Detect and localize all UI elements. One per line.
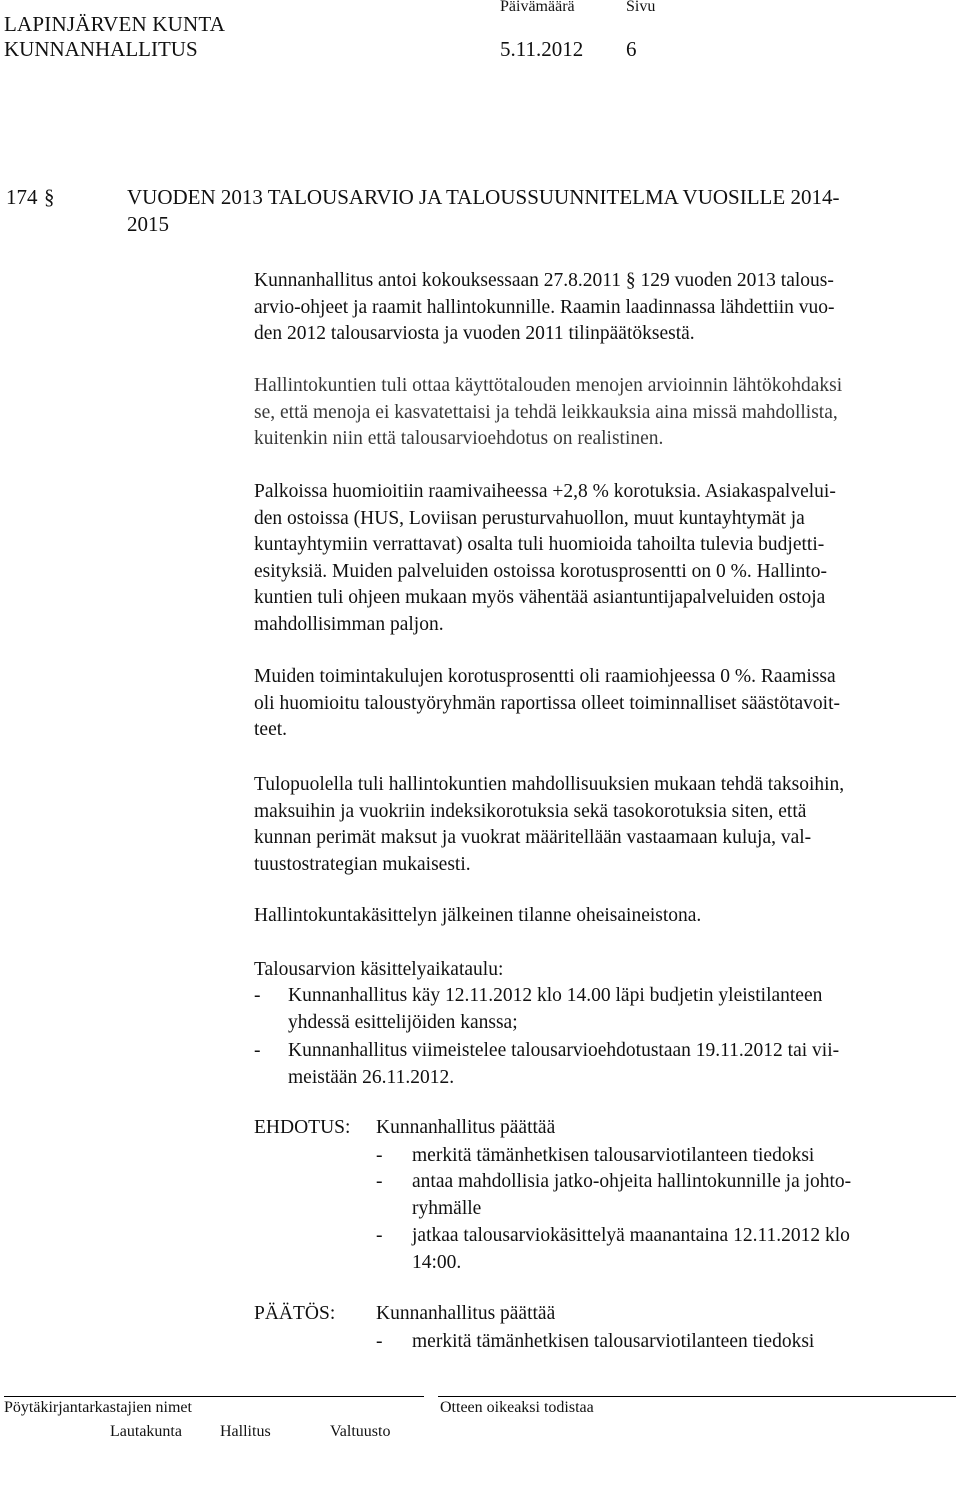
list-dash: - xyxy=(376,1145,383,1166)
paragraph-1 xyxy=(254,268,954,348)
paragraph-line: kuntien tuli ohjeen mukaan myös vähentää asiantuntijapalveluiden ostoja xyxy=(254,587,826,608)
paragraph-2 xyxy=(254,373,954,453)
decision-intro: Kunnanhallitus päättää xyxy=(376,1303,556,1324)
list-item-line: merkitä tämänhetkisen talousarviotilanteen tiedoksi xyxy=(412,1145,815,1166)
schedule-item-1 xyxy=(254,983,954,1037)
proposal-item-1 xyxy=(376,1143,956,1170)
proposal-intro: Kunnanhallitus päättää xyxy=(376,1117,556,1138)
list-item-line: meistään 26.11.2012. xyxy=(288,1067,455,1088)
list-dash: - xyxy=(254,985,261,1006)
paragraph-4 xyxy=(254,664,954,744)
footer-rule-left xyxy=(4,1396,424,1397)
paragraph-line: arvio-ohjeet ja raamit hallintokunnille. Raamin laadinnassa lähdettiin vuo- xyxy=(254,296,835,318)
paragraph-line: teet. xyxy=(254,719,288,740)
footer-col-valtuusto: Valtuusto xyxy=(330,1423,391,1440)
footer-copy-label: Otteen oikeaksi todistaa xyxy=(440,1399,594,1416)
paragraph-line: maksuihin ja vuokriin indeksikorotuksia sekä tasokorotuksia siten, että xyxy=(254,800,807,822)
decision-item-1 xyxy=(376,1329,956,1356)
page-label: Sivu xyxy=(626,0,656,15)
list-dash: - xyxy=(376,1225,383,1246)
list-dash: - xyxy=(376,1171,383,1192)
date-label: Päivämäärä xyxy=(500,0,575,15)
paragraph-line: Kunnanhallitus antoi kokouksessaan 27.8.2011 § 129 vuoden 2013 talous- xyxy=(254,270,834,291)
paragraph-line: mahdollisimman paljon. xyxy=(254,613,444,635)
footer-rule-right xyxy=(438,1396,956,1397)
paragraph-line: Hallintokuntien tuli ottaa käyttötalouden menojen arvioinnin lähtökohdaksi xyxy=(254,375,843,396)
list-item-line: yhdessä esittelijöiden kanssa; xyxy=(288,1012,518,1033)
paragraph-line: Hallintokuntakäsittelyn jälkeinen tilanne oheisaineistona. xyxy=(254,905,702,926)
schedule-heading xyxy=(254,957,954,984)
proposal-item-3 xyxy=(376,1223,956,1277)
list-dash: - xyxy=(376,1331,383,1352)
list-item-line: merkitä tämänhetkisen talousarviotilanteen tiedoksi xyxy=(412,1331,815,1352)
list-item-line: ryhmälle xyxy=(412,1198,482,1219)
paragraph-line: Palkoissa huomioitiin raamivaiheessa +2,8 % korotuksia. Asiakaspalvelui- xyxy=(254,481,836,502)
page-number: 6 xyxy=(626,37,637,61)
list-item-line: jatkaa talousarviokäsittelyä maanantaina 12.11.2012 klo xyxy=(412,1225,850,1246)
paragraph-line: Muiden toimintakulujen korotusprosentti oli raamiohjeessa 0 %. Raamissa xyxy=(254,666,836,687)
paragraph-line: kuntayhtymiin verrattavat) osalta tuli huomioida tahoilta tulevia budjetti- xyxy=(254,534,825,555)
schedule-item-2 xyxy=(254,1038,954,1092)
paragraph-5 xyxy=(254,772,954,878)
paragraph-line: kunnan perimät maksut ja vuokrat määritellään vastaamaan kuluja, val- xyxy=(254,827,812,848)
paragraph-line: se, että menoja ei kasvatettaisi ja tehdä leikkauksia aina missä mahdollista, xyxy=(254,401,838,423)
organization-name: LAPINJÄRVEN KUNTA xyxy=(4,12,226,36)
schedule-heading-text: Talousarvion käsittelyaikataulu: xyxy=(254,959,504,980)
paragraph-line: oli huomioitu taloustyöryhmän raportissa olleet toiminnalliset säästötavoit- xyxy=(254,692,840,714)
meeting-date: 5.11.2012 xyxy=(500,37,584,61)
proposal-item-2 xyxy=(376,1169,956,1223)
proposal-label: EHDOTUS: xyxy=(254,1117,351,1138)
list-item-line: Kunnanhallitus viimeistelee talousarvioehdotustaan 19.11.2012 tai vii- xyxy=(288,1040,840,1061)
paragraph-line: kuitenkin niin että talousarvioehdotus on realistinen. xyxy=(254,428,664,449)
decision-label: PÄÄTÖS: xyxy=(254,1303,336,1324)
footer-col-hallitus: Hallitus xyxy=(220,1423,271,1440)
body-name: KUNNANHALLITUS xyxy=(4,37,198,61)
paragraph-6 xyxy=(254,903,954,930)
paragraph-line: tuustostrategian mukaisesti. xyxy=(254,853,471,875)
list-dash: - xyxy=(254,1040,261,1061)
paragraph-line: Tulopuolella tuli hallintokuntien mahdollisuuksien mukaan tehdä taksoihin, xyxy=(254,774,845,795)
section-number: 174 xyxy=(6,185,38,209)
section-title-line-2: 2015 xyxy=(127,212,169,236)
list-item-line: antaa mahdollisia jatko-ohjeita hallintokunnille ja johto- xyxy=(412,1171,852,1192)
list-item-line: 14:00. xyxy=(412,1252,462,1273)
footer-col-lautakunta: Lautakunta xyxy=(110,1423,182,1440)
footer-checkers-label: Pöytäkirjantarkastajien nimet xyxy=(4,1399,192,1416)
section-mark: § xyxy=(44,185,55,209)
paragraph-line: den ostoissa (HUS, Loviisan perusturvahuollon, muut kuntayhtymät ja xyxy=(254,507,805,529)
paragraph-line: den 2012 talousarviosta ja vuoden 2011 tilinpäätöksestä. xyxy=(254,323,695,344)
paragraph-3 xyxy=(254,479,954,638)
section-title-line-1: VUODEN 2013 TALOUSARVIO JA TALOUSSUUNNITELMA VUOSILLE 2014- xyxy=(127,185,840,209)
list-item-line: Kunnanhallitus käy 12.11.2012 klo 14.00 läpi budjetin yleistilanteen xyxy=(288,985,823,1006)
paragraph-line: esityksiä. Muiden palveluiden ostoissa korotusprosentti on 0 %. Hallinto- xyxy=(254,560,828,582)
